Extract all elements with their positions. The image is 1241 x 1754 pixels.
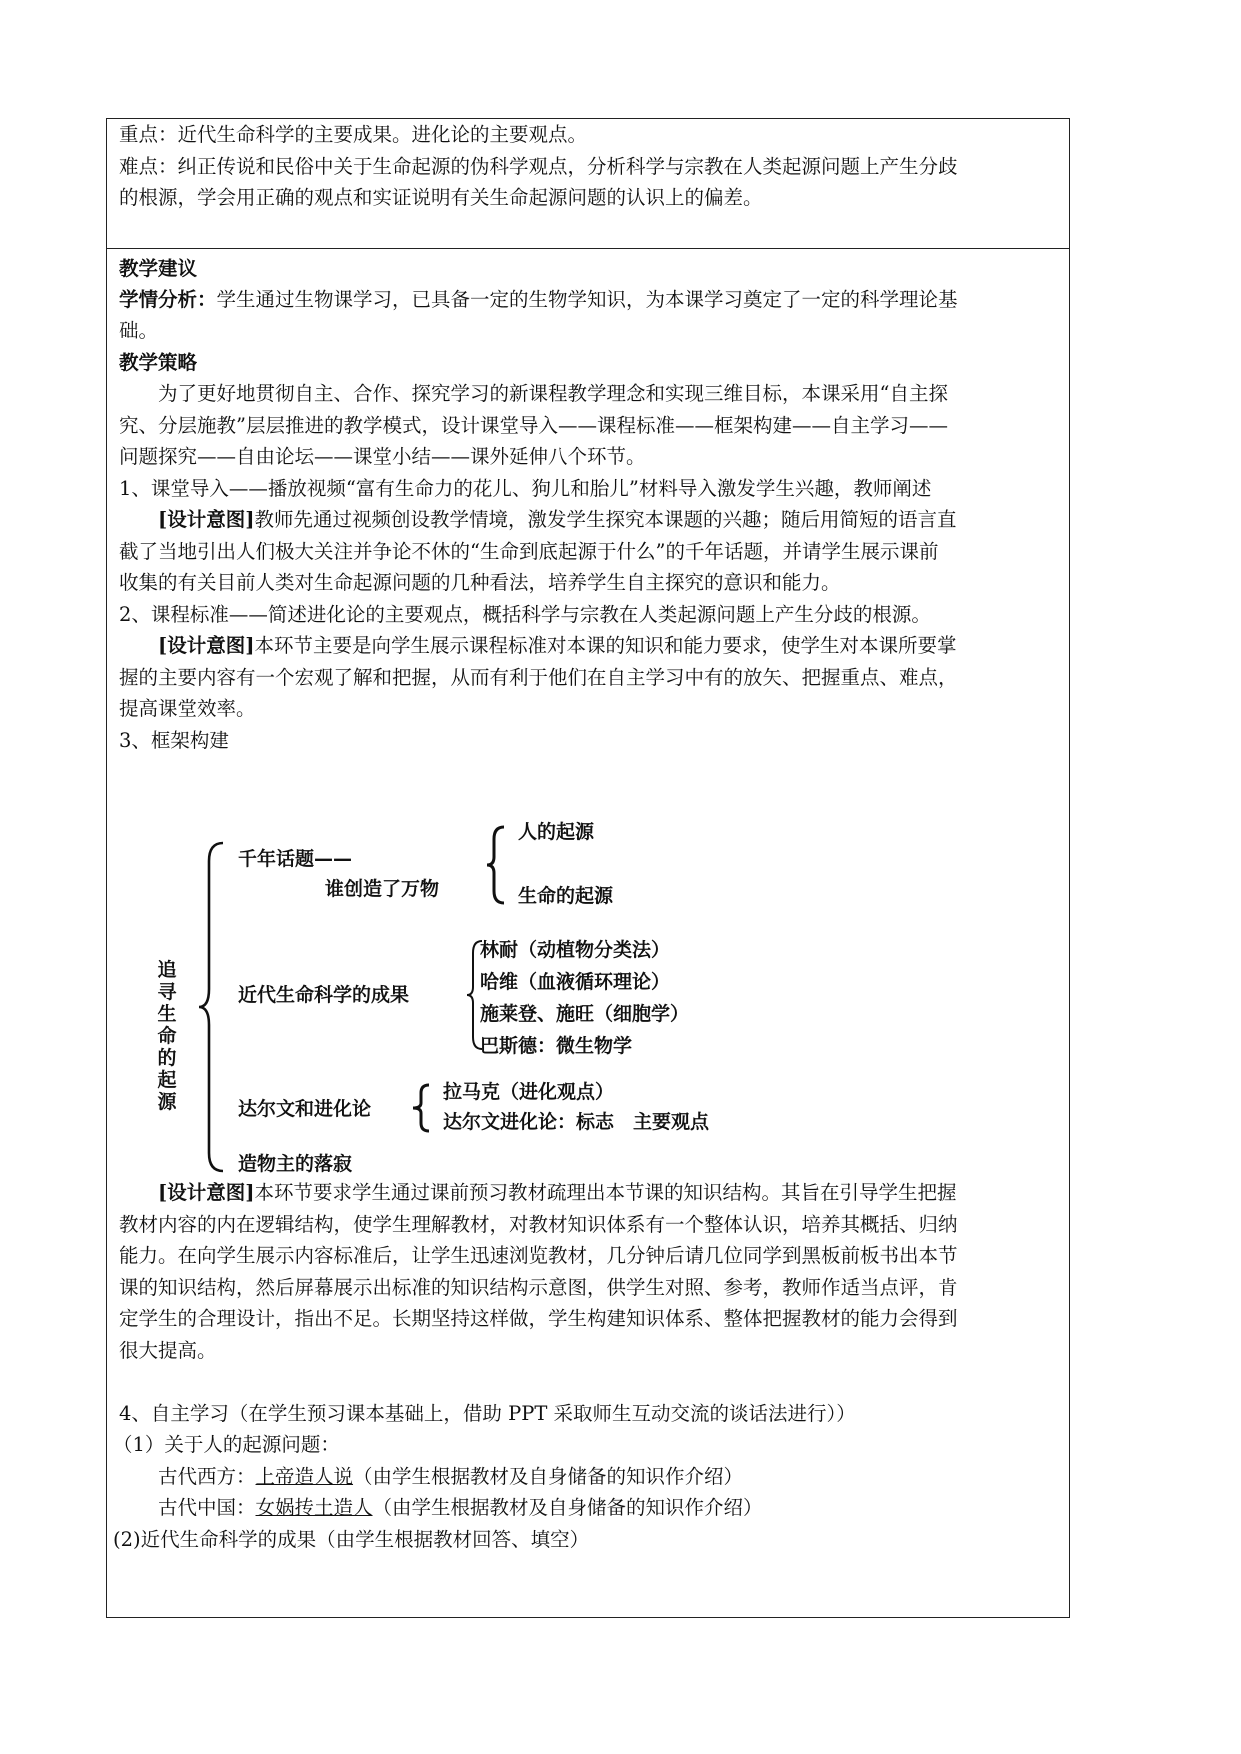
design-intent-label: [设计意图] bbox=[158, 508, 255, 531]
heading-teaching-strategy: 教学策略 bbox=[119, 351, 198, 374]
ancient-china-note: （由学生根据教材及自身储备的知识作介绍） bbox=[372, 1496, 763, 1519]
intent-3-line-1 bbox=[119, 1177, 1059, 1209]
intent-3-line-6: 很大提高。 bbox=[119, 1339, 217, 1362]
branch1-brace-icon bbox=[485, 825, 507, 905]
intent-1-line-2: 截了当地引出人们极大关注并争论不休的“生命到底起源于什么”的千年话题，并请学生展示课前 bbox=[119, 540, 939, 563]
strategy-line-1: 为了更好地贯彻自主、合作、探究学习的新课程教学理念和实现三维目标，本课采用“自主探 bbox=[158, 382, 948, 405]
branch1-title-1: 千年话题—— bbox=[238, 848, 353, 870]
branch4-title: 造物主的落寂 bbox=[238, 1153, 353, 1175]
branch3-brace-icon bbox=[411, 1083, 431, 1133]
branch3-item-darwin: 达尔文进化论：标志 主要观点 bbox=[443, 1111, 710, 1133]
intent-3-line-2: 教材内容的内在逻辑结构，使学生理解教材，对教材知识体系有一个整体认识，培养其概括、归纳 bbox=[119, 1213, 958, 1236]
intent-3-line-4: 课的知识结构，然后屏幕展示出标准的知识结构示意图，供学生对照、参考，教师作适当点评，肯 bbox=[119, 1276, 958, 1299]
question-2: (2)近代生命科学的成果（由学生根据教材回答、填空） bbox=[113, 1528, 590, 1551]
design-intent-label: [设计意图] bbox=[158, 1181, 255, 1204]
step-4: 4、自主学习（在学生预习课本基础上，借助 PPT 采取师生互动交流的谈话法进行）） bbox=[119, 1402, 856, 1425]
lesson-plan-table bbox=[106, 118, 1070, 1618]
key-points: 重点：近代生命科学的主要成果。进化论的主要观点。 bbox=[119, 123, 588, 146]
branch3-item-lamarck: 拉马克（进化观点） bbox=[443, 1081, 615, 1103]
branch1-item-human-origin: 人的起源 bbox=[518, 821, 595, 843]
intent-2-line-2: 握的主要内容有一个宏观了解和把握，从而有利于他们在自主学习中有的放矢、把握重点、难点， bbox=[119, 666, 958, 689]
branch3-title: 达尔文和进化论 bbox=[238, 1098, 372, 1120]
step-2: 2、课程标准——简述进化论的主要观点，概括科学与宗教在人类起源问题上产生分歧的根源。 bbox=[119, 603, 931, 626]
intent-2-line-3: 提高课堂效率。 bbox=[119, 697, 256, 720]
branch2-item-linnaeus: 林耐（动植物分类法） bbox=[480, 939, 671, 961]
branch2-item-pasteur: 巴斯德：微生物学 bbox=[480, 1035, 633, 1057]
intent-1-line-1 bbox=[119, 504, 1059, 536]
analysis-text: 学生通过生物课学习，已具备一定的生物学知识，为本课学习奠定了一定的科学理论基 bbox=[216, 288, 958, 311]
strategy-line-2: 究、分层施教”层层推进的教学模式，设计课堂导入——课程标准——框架构建——自主学习—— bbox=[119, 414, 948, 437]
table-row-divider bbox=[107, 248, 1069, 249]
branch2-title: 近代生命科学的成果 bbox=[238, 984, 410, 1006]
intent-1-line-3: 收集的有关目前人类对生命起源问题的几种看法，培养学生自主探究的意识和能力。 bbox=[119, 571, 841, 594]
framework-diagram bbox=[107, 791, 1071, 1175]
ancient-china-label: 古代中国： bbox=[158, 1496, 256, 1519]
ancient-west-label: 古代西方： bbox=[158, 1465, 256, 1488]
intent-2-line-1 bbox=[119, 630, 1059, 662]
branch1-title-2: 谁创造了万物 bbox=[325, 878, 440, 900]
step-1: 1、课堂导入——播放视频“富有生命力的花儿、狗儿和胎儿”材料导入激发学生兴趣，教师阐述 bbox=[119, 477, 932, 500]
branch2-item-harvey: 哈维（血液循环理论） bbox=[480, 971, 671, 993]
analysis-label: 学情分析： bbox=[119, 288, 217, 311]
ancient-china-value: 女娲抟土造人 bbox=[255, 1496, 373, 1519]
ancient-west-value: 上帝造人说 bbox=[255, 1465, 354, 1488]
intent-text: 本环节主要是向学生展示课程标准对本课的知识和能力要求，使学生对本课所要掌 bbox=[254, 634, 957, 657]
branch2-item-schleiden-schwann: 施莱登、施旺（细胞学） bbox=[480, 1003, 690, 1025]
intent-text: 本环节要求学生通过课前预习教材疏理出本节课的知识结构。其旨在引导学生把握 bbox=[254, 1181, 957, 1204]
analysis-line-2: 础。 bbox=[119, 319, 159, 342]
intent-text: 教师先通过视频创设教学情境，激发学生探究本课题的兴趣；随后用简短的语言直 bbox=[254, 508, 957, 531]
difficulty-line-1: 难点：纠正传说和民俗中关于生命起源的伪科学观点，分析科学与宗教在人类起源问题上产生分歧 bbox=[119, 155, 958, 178]
analysis-line-1 bbox=[119, 284, 1059, 316]
intent-3-line-3: 能力。在向学生展示内容标准后，让学生迅速浏览教材，几分钟后请几位同学到黑板前板书出本节 bbox=[119, 1244, 958, 1267]
diagram-root-label: 追寻生命的起源 bbox=[157, 959, 177, 1113]
ancient-west bbox=[119, 1461, 1059, 1493]
heading-teaching-suggestion: 教学建议 bbox=[119, 257, 198, 280]
design-intent-label: [设计意图] bbox=[158, 634, 255, 657]
branch1-item-life-origin: 生命的起源 bbox=[518, 885, 614, 907]
strategy-line-3: 问题探究——自由论坛——课堂小结——课外延伸八个环节。 bbox=[119, 445, 646, 468]
question-1: （1）关于人的起源问题： bbox=[113, 1433, 340, 1456]
main-brace-icon bbox=[197, 839, 227, 1175]
ancient-west-note: （由学生根据教材及自身储备的知识作介绍） bbox=[353, 1465, 744, 1488]
ancient-china bbox=[119, 1492, 1059, 1524]
difficulty-line-2: 的根源，学会用正确的观点和实证说明有关生命起源问题的认识上的偏差。 bbox=[119, 186, 763, 209]
intent-3-line-5: 定学生的合理设计，指出不足。长期坚持这样做，学生构建知识体系、整体把握教材的能力会得到 bbox=[119, 1307, 958, 1330]
step-3: 3、框架构建 bbox=[119, 729, 229, 752]
